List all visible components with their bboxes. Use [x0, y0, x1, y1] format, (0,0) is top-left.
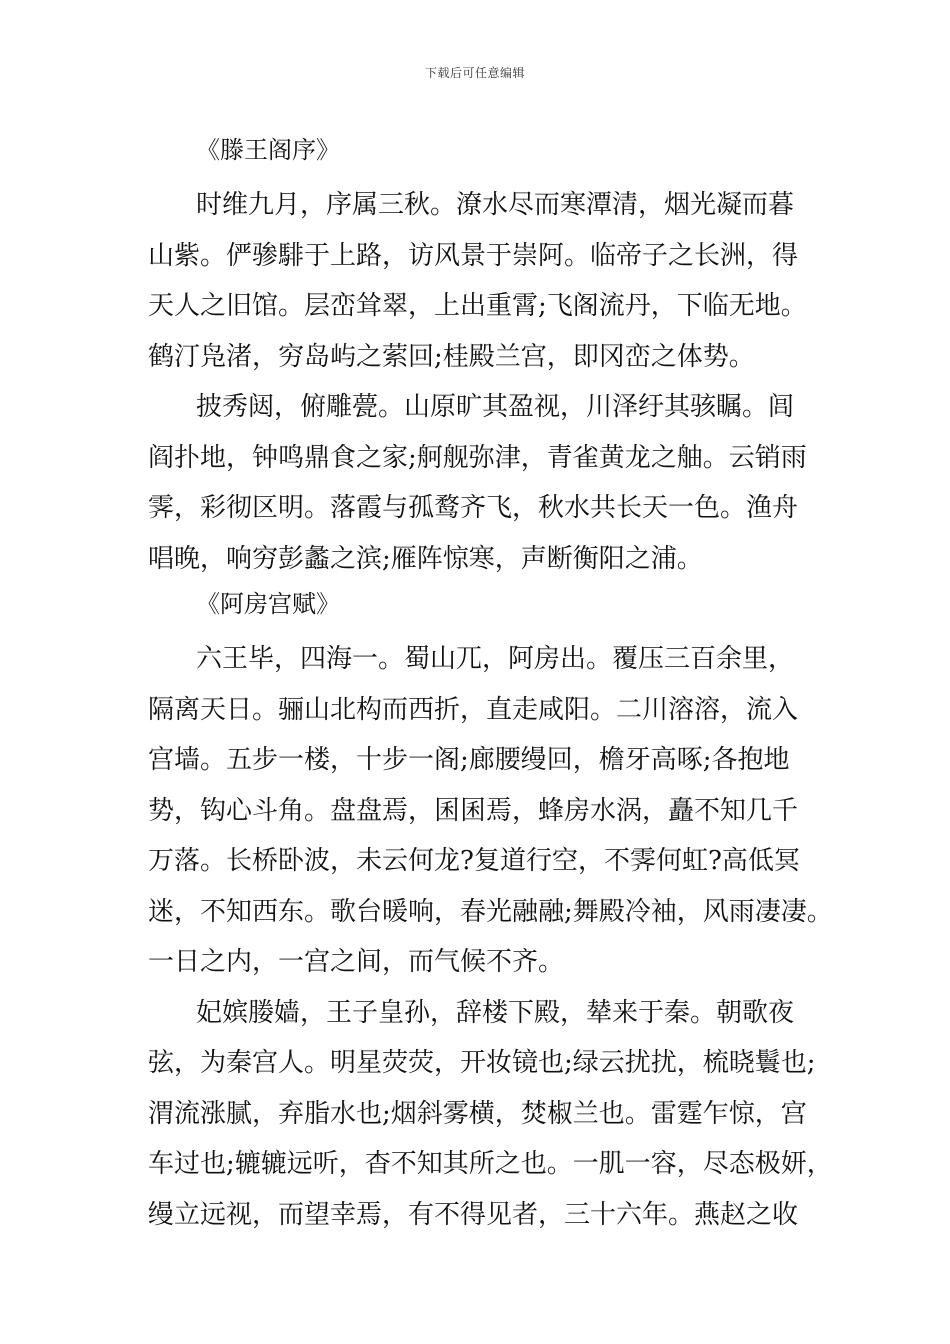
text-line: 唱晚，响穷彭蠡之滨;雁阵惊寒，声断衡阳之浦。: [148, 543, 703, 574]
paragraph: [148, 382, 828, 584]
section-title: 《滕王阁序》: [196, 136, 340, 164]
text-line: 山紫。俨骖騑于上路，访风景于崇阿。临帝子之长洲，得: [148, 240, 799, 271]
text-line: 时维九月，序属三秋。潦水尽而寒潭清，烟光凝而暮: [196, 190, 795, 220]
text-line: 缦立远视，而望幸焉，有不得见者，三十六年。燕赵之收: [148, 1199, 799, 1230]
text-line: 鹤汀凫渚，穷岛屿之萦回;桂殿兰宫，即冈峦之体势。: [148, 341, 755, 372]
section-tengwangge: [148, 130, 828, 584]
section-epanggong: [148, 584, 833, 1240]
text-line: 阎扑地，钟鸣鼎食之家;舸舰弥津，青雀黄龙之舳。云销雨: [148, 442, 807, 473]
text-line: 六王毕，四海一。蜀山兀，阿房出。覆压三百余里，: [196, 644, 795, 674]
text-line: 宫墙。五步一楼，十步一阁;廊腰缦回，檐牙高啄;各抱地: [148, 745, 790, 775]
text-line: 渭流涨腻，弃脂水也;烟斜雾横，焚椒兰也。雷霆乍惊，宫: [148, 1098, 807, 1129]
section-title: 《阿房宫赋》: [196, 590, 340, 618]
text-line: 隔离天日。骊山北构而西折，直走咸阳。二川溶溶，流入: [148, 694, 799, 725]
paragraph: [148, 634, 833, 988]
text-line: 弦，为秦宫人。明星荧荧，开妆镜也;绿云扰扰，梳晓鬟也;: [148, 1048, 816, 1078]
text-line: 天人之旧馆。层峦耸翠，上出重霄;飞阁流丹，下临无地。: [148, 291, 807, 321]
text-line: 迷，不知西东。歌台暖响，春光融融;舞殿冷袖，风雨凄凄。: [148, 896, 833, 927]
document-body: [148, 130, 833, 1240]
text-line: 霁，彩彻区明。落霞与孤鹜齐飞，秋水共长天一色。渔舟: [148, 493, 799, 523]
text-line: 披秀闼，俯雕甍。山原旷其盈视，川泽纡其骇瞩。闾: [196, 392, 795, 422]
text-line: 势，钩心斗角。盘盘焉，囷囷焉，蜂房水涡，矗不知几千: [148, 795, 799, 826]
text-line: 万落。长桥卧波，未云何龙?复道行空，不霁何虹?高低冥: [148, 846, 800, 876]
text-line: 车过也;辘辘远听，杳不知其所之也。一肌一容，尽态极妍，: [148, 1149, 833, 1179]
text-line: 一日之内，一宫之间，而气候不齐。: [148, 947, 565, 977]
paragraph: [148, 180, 828, 382]
paragraph: [148, 988, 833, 1241]
text-line: 妃嫔媵嫱，王子皇孙，辞楼下殿，辇来于秦。朝歌夜: [196, 997, 795, 1028]
page-header-note: 下载后可任意编辑: [424, 66, 525, 80]
